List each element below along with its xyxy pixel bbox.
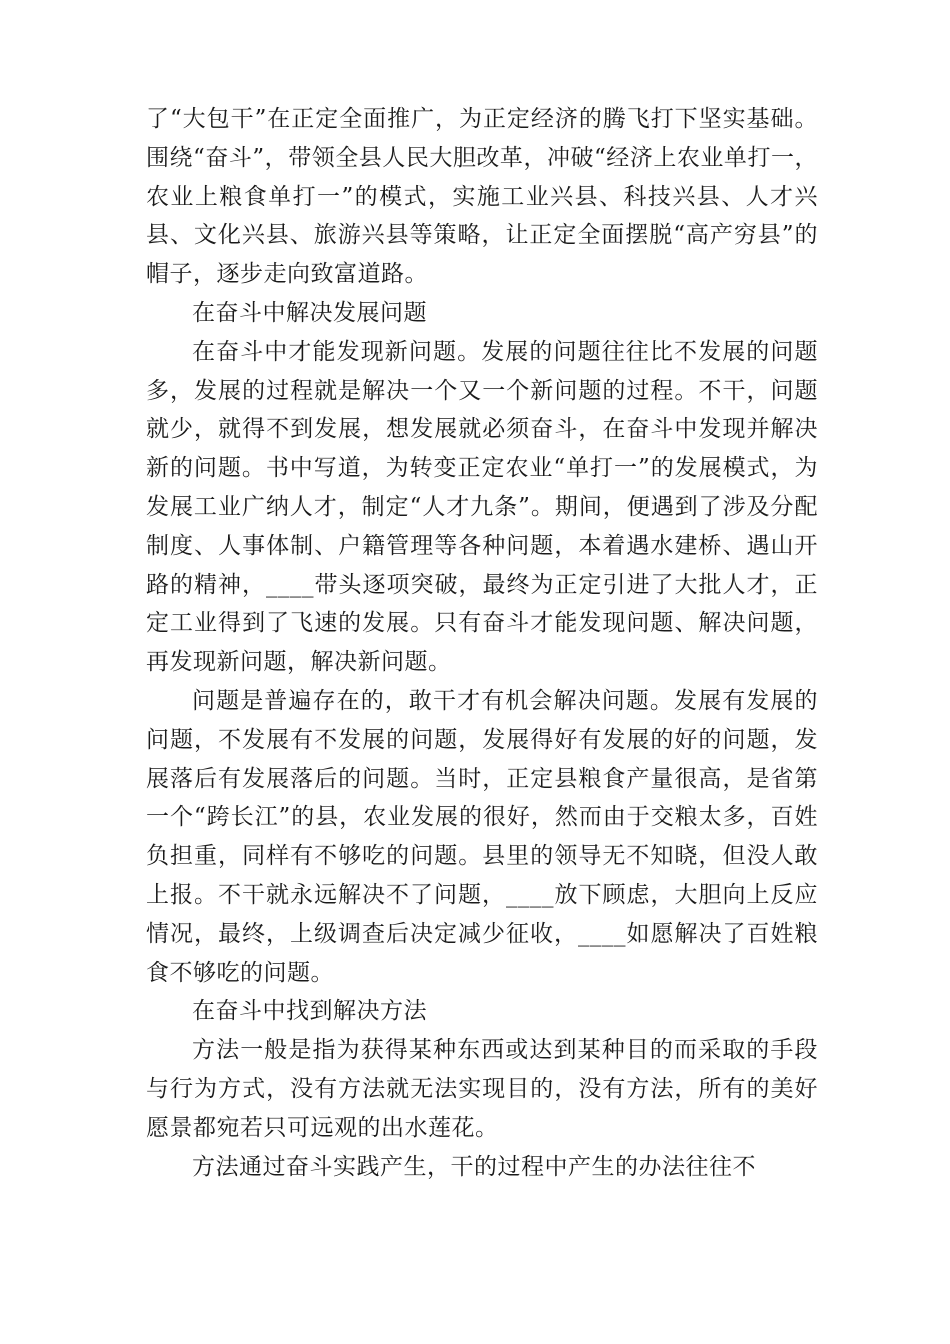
section-heading-2: 在奋斗中找到解决方法 (192, 998, 427, 1025)
paragraph-5: 方法通过奋斗实践产生，干的过程中产生的办法往往不 (192, 1153, 756, 1180)
document-body (146, 100, 818, 1186)
paragraph-2: 在奋斗中才能发现新问题。发展的问题往往比不发展的问题多，发展的过程就是解决一个又一个新问题的过程。不干，问题就少，就得不到发展，想发展就必须奋斗，在奋斗中发现并解决新的问题。书中写道，为转变正定农业“单打一”的发展模式，为发展工业广纳人才，制定“人才九条”。期间，便遇到了涉及分配制度、人事体制、户籍管理等各种问题，本着遇水建桥、遇山开路的精神，____带头逐项突破，最终为正定引进了大批人才，正定工业得到了飞速的发展。只有奋斗才能发现问题、解决问题，再发现新问题，解决新问题。 (146, 338, 818, 676)
paragraph-3: 问题是普遍存在的，敢干才有机会解决问题。发展有发展的问题，不发展有不发展的问题，发展得好有发展的好的问题，发展落后有发展落后的问题。当时，正定县粮食产量很高，是省第一个“跨长江”的县，农业发展的很好，然而由于交粮太多，百姓负担重，同样有不够吃的问题。县里的领导无不知晓，但没人敢上报。不干就永远解决不了问题，____放下顾虑，大胆向上反应情况，最终，上级调查后决定减少征收，____如愿解决了百姓粮食不够吃的问题。 (146, 687, 818, 986)
section-heading-1: 在奋斗中解决发展问题 (192, 299, 427, 326)
paragraph-1: 了“大包干”在正定全面推广，为正定经济的腾飞打下坚实基础。围绕“奋斗”，带领全县人民大胆改革，冲破“经济上农业单打一，农业上粮食单打一”的模式，实施工业兴县、科技兴县、人才兴县、文化兴县、旅游兴县等策略，让正定全面摆脱“高产穷县”的帽子，逐步走向致富道路。 (146, 106, 818, 288)
paragraph-4: 方法一般是指为获得某种东西或达到某种目的而采取的手段与行为方式，没有方法就无法实现目的，没有方法，所有的美好愿景都宛若只可远观的出水莲花。 (146, 1037, 818, 1141)
